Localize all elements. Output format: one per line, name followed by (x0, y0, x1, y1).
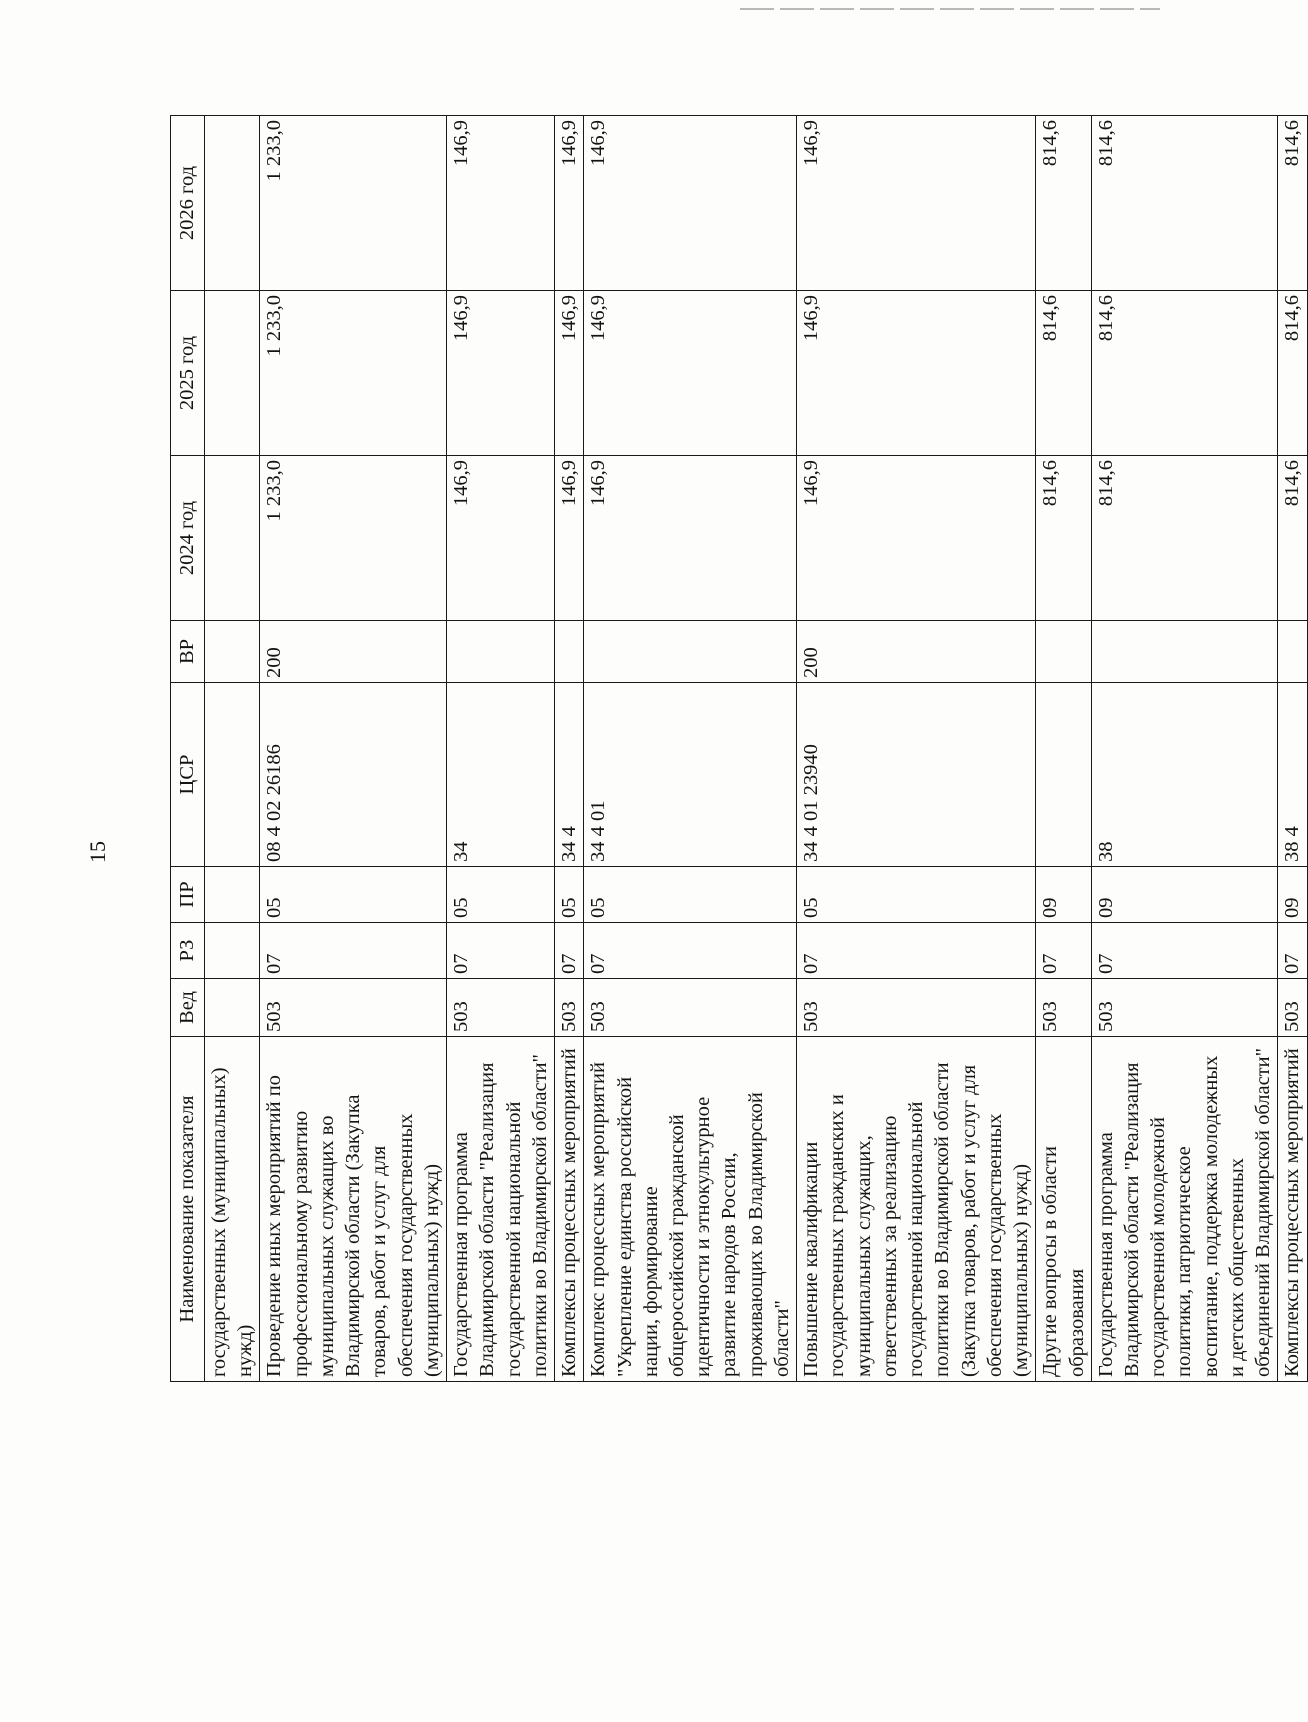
cell-ved: 503 (447, 979, 555, 1037)
cell-name: государственных (муниципальных) нужд) (205, 1037, 260, 1382)
cell-2026: 814,6 (1091, 116, 1278, 291)
cell-pr: 09 (1036, 867, 1091, 923)
cell-vr (1091, 621, 1278, 683)
cell-2025: 814,6 (1036, 291, 1091, 456)
cell-pr: 05 (797, 867, 1036, 923)
cell-ved: 503 (1091, 979, 1278, 1037)
cell-2025: 1 233,0 (260, 291, 447, 456)
cell-rz: 07 (447, 923, 555, 979)
cell-vr: 200 (797, 621, 1036, 683)
cell-2026: 814,6 (1278, 116, 1307, 291)
cell-csr: 34 4 (555, 683, 584, 867)
cell-name: Государственная программа Владимирской области "Реализация государственной национальной политики во Владимирской области" (447, 1037, 555, 1382)
table-row (797, 116, 1036, 1382)
cell-pr: 05 (555, 867, 584, 923)
cell-2026: 146,9 (555, 116, 584, 291)
cell-pr: 09 (1091, 867, 1278, 923)
cell-vr (1036, 621, 1091, 683)
table-row (1278, 116, 1307, 1382)
cell-csr: 08 4 02 26186 (260, 683, 447, 867)
table-row (205, 116, 260, 1382)
cell-2024: 146,9 (555, 456, 584, 621)
cell-2025: 814,6 (1278, 291, 1307, 456)
cell-2026: 1 233,0 (260, 116, 447, 291)
cell-csr: 38 4 (1278, 683, 1307, 867)
cell-2026: 146,9 (584, 116, 797, 291)
cell-2025: 146,9 (797, 291, 1036, 456)
cell-name: Комплексы процессных мероприятий (1278, 1037, 1307, 1382)
cell-rz: 07 (1091, 923, 1278, 979)
page-number: 15 (85, 841, 110, 863)
cell-2024: 146,9 (584, 456, 797, 621)
cell-csr: 34 4 01 (584, 683, 797, 867)
cell-2024: 146,9 (797, 456, 1036, 621)
table-row (555, 116, 584, 1382)
cell-ved: 503 (584, 979, 797, 1037)
cell-2026: 814,6 (1036, 116, 1091, 291)
cell-csr (205, 683, 260, 867)
table-row (1036, 116, 1091, 1382)
header-ved: Вед (171, 979, 205, 1037)
header-pr: ПР (171, 867, 205, 923)
header-rz: РЗ (171, 923, 205, 979)
header-2024: 2024 год (171, 456, 205, 621)
cell-rz: 07 (260, 923, 447, 979)
cell-pr (205, 867, 260, 923)
cell-2026: 146,9 (797, 116, 1036, 291)
table-row (447, 116, 555, 1382)
cell-name: Комплексы процессных мероприятий (555, 1037, 584, 1382)
cell-pr: 09 (1278, 867, 1307, 923)
table-row (1091, 116, 1278, 1382)
cell-2025: 146,9 (447, 291, 555, 456)
cell-2024: 814,6 (1278, 456, 1307, 621)
cell-ved: 503 (555, 979, 584, 1037)
rotated-page-content (170, 116, 1304, 1382)
cell-name: Другие вопросы в области образования (1036, 1037, 1091, 1382)
cell-vr (1278, 621, 1307, 683)
cell-rz: 07 (1036, 923, 1091, 979)
table-header-row (171, 116, 205, 1382)
cell-vr: 200 (260, 621, 447, 683)
cell-2025: 146,9 (584, 291, 797, 456)
cell-2025: 146,9 (555, 291, 584, 456)
cell-name: Проведение иных мероприятий по профессиональному развитию муниципальных служащих во Владимирской области (Закупка товаров, работ и услуг для обеспечения государственных (муниципальных) нужд) (260, 1037, 447, 1382)
cell-2024: 1 233,0 (260, 456, 447, 621)
cell-rz: 07 (797, 923, 1036, 979)
cell-2026 (205, 116, 260, 291)
cell-ved: 503 (1036, 979, 1091, 1037)
header-name: Наименование показателя (171, 1037, 205, 1382)
cell-ved: 503 (260, 979, 447, 1037)
cell-2024: 814,6 (1091, 456, 1278, 621)
table-row (260, 116, 447, 1382)
cell-2026: 146,9 (447, 116, 555, 291)
cell-pr: 05 (447, 867, 555, 923)
cell-csr (1036, 683, 1091, 867)
header-2026: 2026 год (171, 116, 205, 291)
budget-table (170, 115, 1308, 1382)
header-csr: ЦСР (171, 683, 205, 867)
cell-rz (205, 923, 260, 979)
cell-csr: 38 (1091, 683, 1278, 867)
header-vr: ВР (171, 621, 205, 683)
cell-csr: 34 4 01 23940 (797, 683, 1036, 867)
cell-vr (447, 621, 555, 683)
cell-vr (584, 621, 797, 683)
cell-2024 (205, 456, 260, 621)
cell-name: Государственная программа Владимирской области "Реализация государственной молодежной политики, патриотическое воспитание, поддержка молодежных и детских общественных объединений Владимирской области" (1091, 1037, 1278, 1382)
cell-rz: 07 (584, 923, 797, 979)
cell-rz: 07 (1278, 923, 1307, 979)
cell-pr: 05 (584, 867, 797, 923)
header-2025: 2025 год (171, 291, 205, 456)
cell-ved (205, 979, 260, 1037)
table-row (584, 116, 797, 1382)
cell-ved: 503 (797, 979, 1036, 1037)
cell-2024: 146,9 (447, 456, 555, 621)
cell-vr (555, 621, 584, 683)
cell-pr: 05 (260, 867, 447, 923)
cell-2025: 814,6 (1091, 291, 1278, 456)
cell-2025 (205, 291, 260, 456)
scan-artifact-line (740, 8, 1160, 10)
cell-2024: 814,6 (1036, 456, 1091, 621)
cell-csr: 34 (447, 683, 555, 867)
cell-rz: 07 (555, 923, 584, 979)
cell-name: Комплекс процессных мероприятий "Укрепление единства российской нации, формирование общероссийской гражданской идентичности и этнокультурное развитие народов России, проживающих во Владимирской области" (584, 1037, 797, 1382)
cell-vr (205, 621, 260, 683)
cell-ved: 503 (1278, 979, 1307, 1037)
cell-name: Повышение квалификации государственных гражданских и муниципальных служащих, ответственных за реализацию государственной национальной политики во Владимирской области (Закупка товаров, работ и услуг для обеспечения государственных (муниципальных) нужд) (797, 1037, 1036, 1382)
